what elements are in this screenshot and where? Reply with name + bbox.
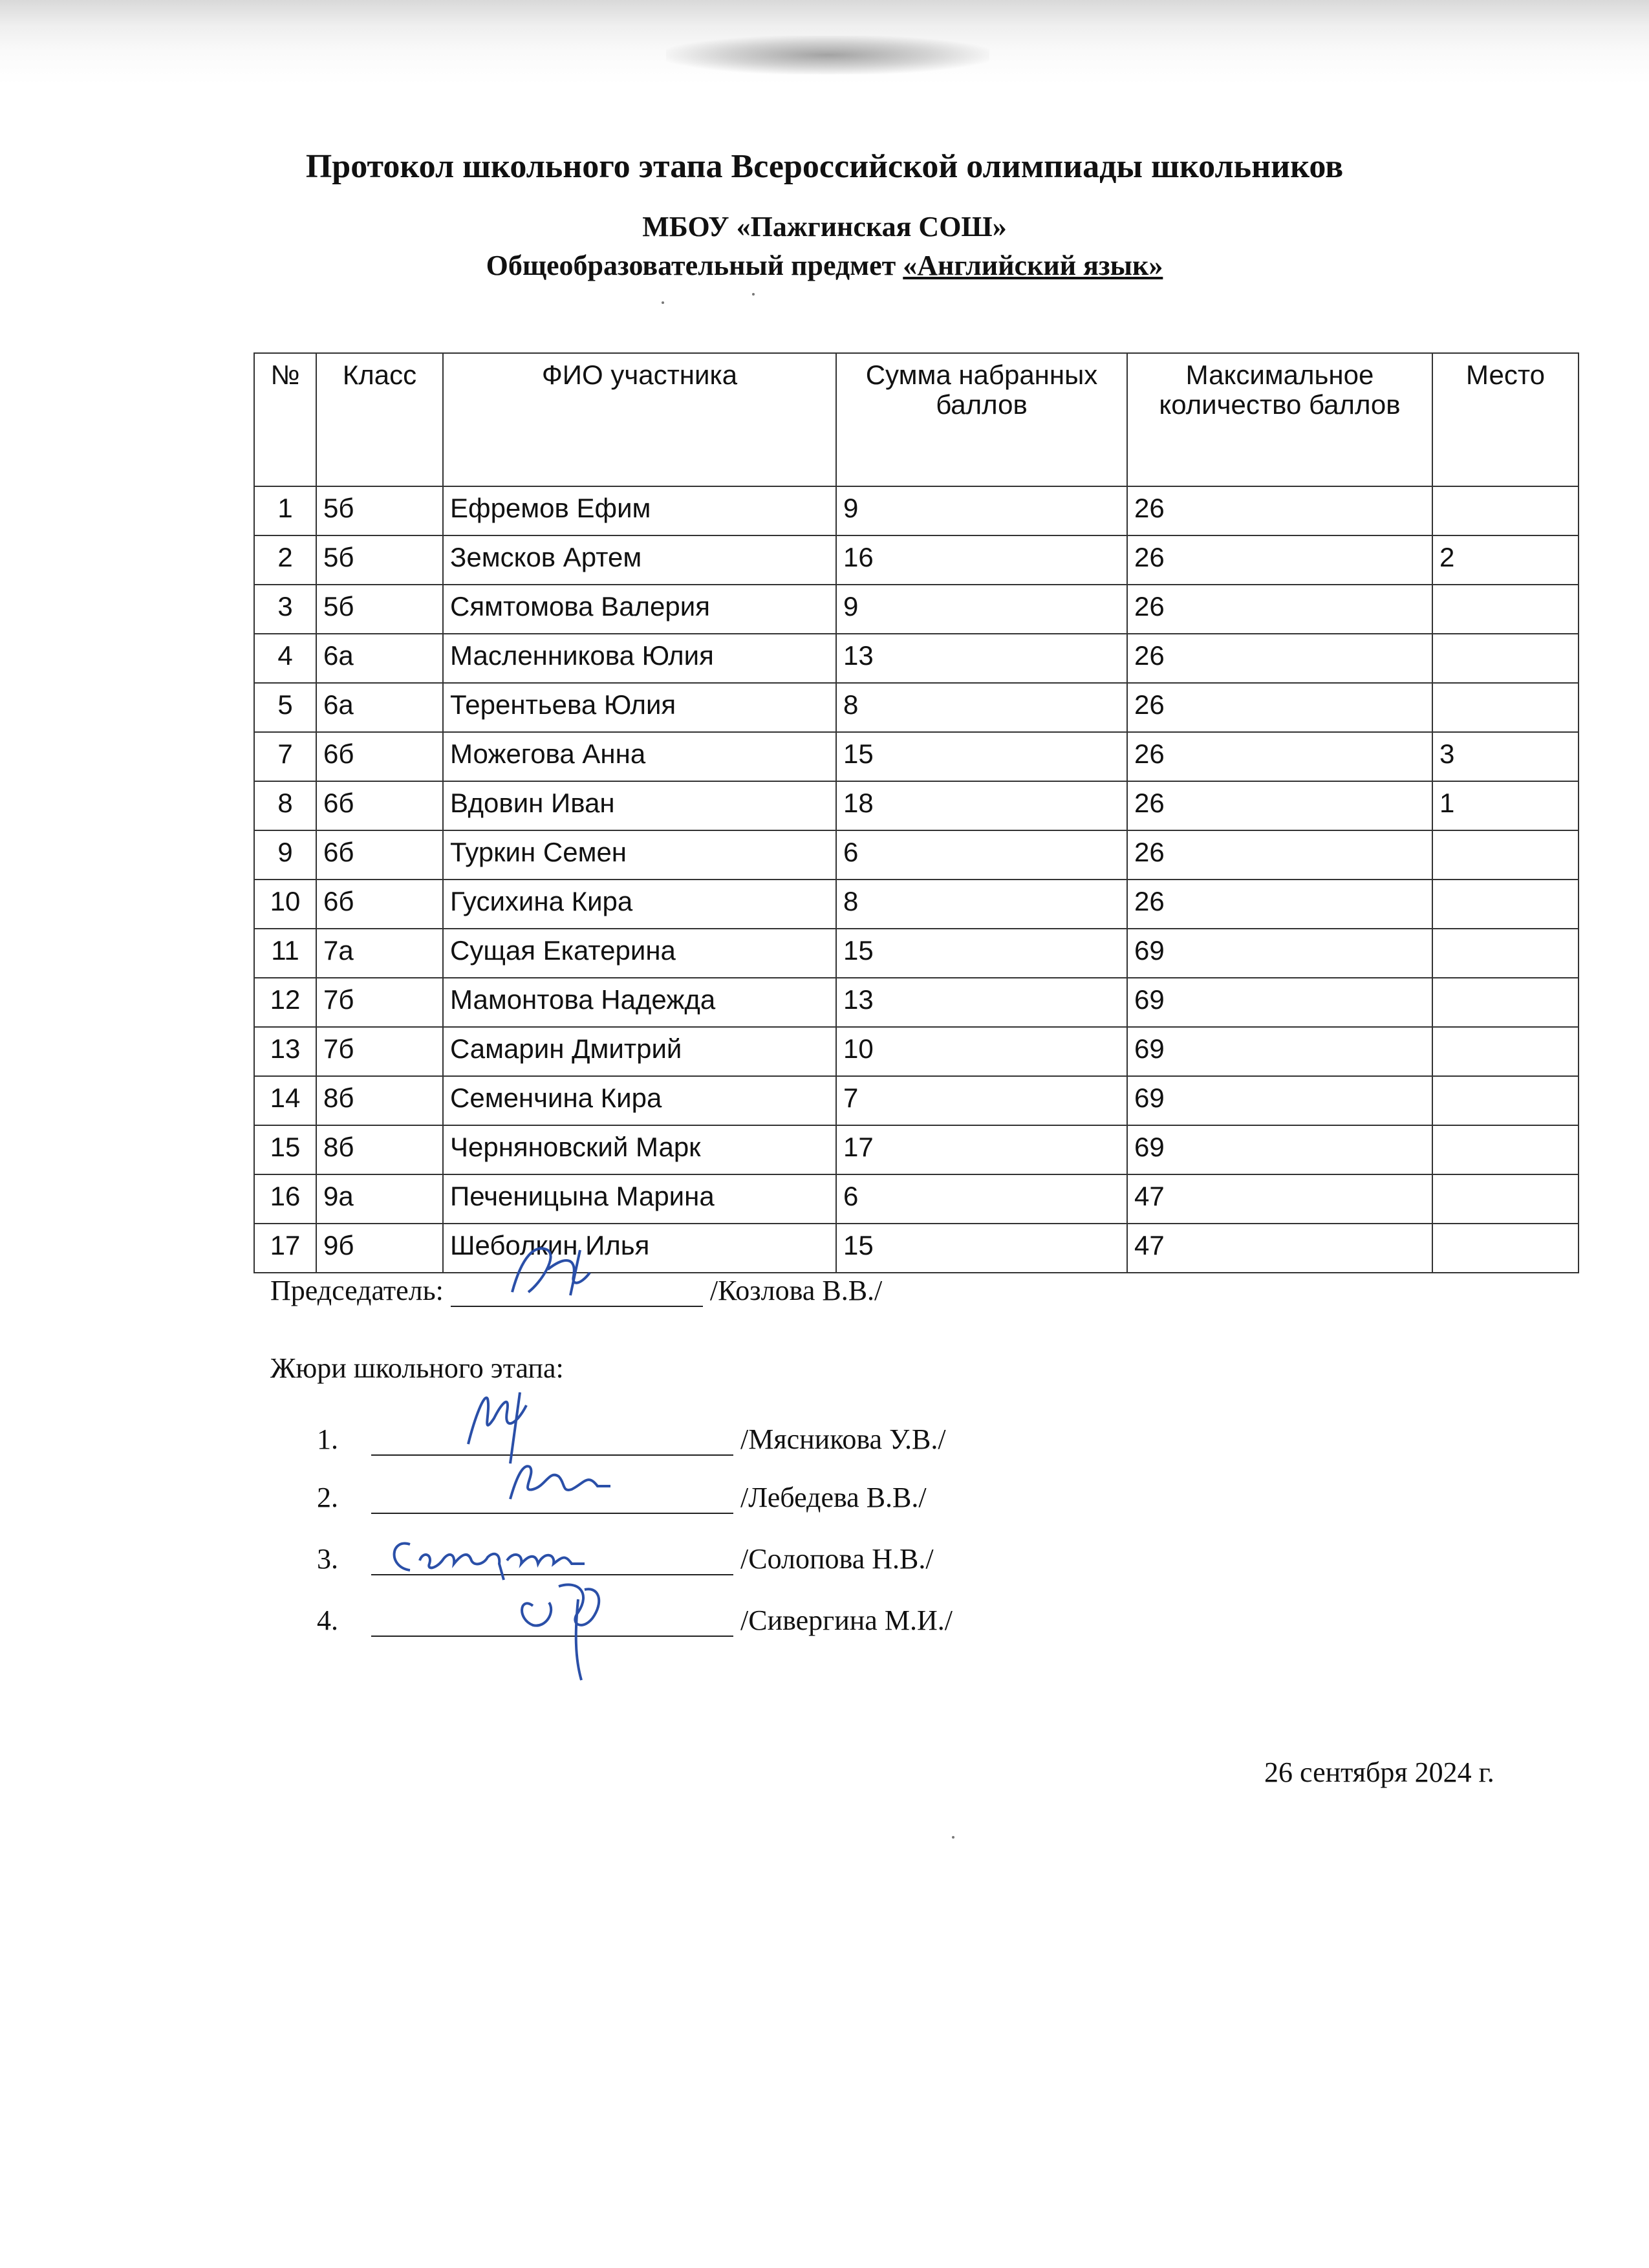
cell-max: 69 (1127, 929, 1432, 978)
subject-line (0, 249, 1649, 282)
cell-name: Черняновский Марк (443, 1125, 836, 1174)
cell-class: 7а (316, 929, 443, 978)
col-header-class: Класс (316, 353, 443, 486)
cell-max: 26 (1127, 732, 1432, 781)
chair-signature-mark (451, 1231, 703, 1308)
table-row (254, 880, 1579, 929)
cell-name: Туркин Семен (443, 830, 836, 880)
table-row (254, 732, 1579, 781)
jury-row-4 (317, 1604, 953, 1637)
cell-max: 26 (1127, 683, 1432, 732)
cell-name: Сущая Екатерина (443, 929, 836, 978)
cell-name: Печеницына Марина (443, 1174, 836, 1224)
cell-place (1432, 1125, 1579, 1174)
cell-class: 9б (316, 1224, 443, 1273)
cell-number: 15 (254, 1125, 316, 1174)
cell-max: 26 (1127, 535, 1432, 585)
jury-index: 1. (317, 1423, 338, 1455)
cell-number: 13 (254, 1027, 316, 1076)
chair-signature-line (451, 1276, 703, 1307)
col-header-name: ФИО участника (443, 353, 836, 486)
table-row (254, 1174, 1579, 1224)
cell-place (1432, 978, 1579, 1027)
cell-class: 6б (316, 732, 443, 781)
cell-number: 2 (254, 535, 316, 585)
cell-number: 12 (254, 978, 316, 1027)
cell-place (1432, 585, 1579, 634)
cell-score: 6 (836, 830, 1127, 880)
cell-score: 15 (836, 732, 1127, 781)
cell-max: 26 (1127, 634, 1432, 683)
table-row (254, 1125, 1579, 1174)
cell-score: 6 (836, 1174, 1127, 1224)
jury-signature-line (371, 1606, 733, 1637)
cell-class: 6б (316, 830, 443, 880)
table-row (254, 634, 1579, 683)
jury-label: Жюри школьного этапа: (270, 1352, 564, 1384)
cell-score: 15 (836, 929, 1127, 978)
table-row (254, 1027, 1579, 1076)
table-row (254, 929, 1579, 978)
cell-score: 13 (836, 634, 1127, 683)
chair-label: Председатель: (270, 1275, 444, 1306)
jury-name: /Сивергина М.И./ (740, 1604, 953, 1636)
cell-name: Ефремов Ефим (443, 486, 836, 535)
cell-place: 1 (1432, 781, 1579, 830)
cell-max: 69 (1127, 1076, 1432, 1125)
jury-name: /Мясникова У.В./ (740, 1423, 946, 1455)
results-table (253, 352, 1579, 1273)
cell-number: 14 (254, 1076, 316, 1125)
cell-place (1432, 880, 1579, 929)
cell-score: 15 (836, 1224, 1127, 1273)
cell-class: 6б (316, 781, 443, 830)
cell-score: 13 (836, 978, 1127, 1027)
cell-place: 2 (1432, 535, 1579, 585)
cell-score: 7 (836, 1076, 1127, 1125)
cell-name: Масленникова Юлия (443, 634, 836, 683)
cell-number: 3 (254, 585, 316, 634)
scan-smudge (666, 36, 989, 74)
cell-place (1432, 486, 1579, 535)
cell-score: 16 (836, 535, 1127, 585)
cell-score: 8 (836, 880, 1127, 929)
cell-score: 9 (836, 486, 1127, 535)
cell-score: 9 (836, 585, 1127, 634)
cell-class: 9а (316, 1174, 443, 1224)
table-row (254, 1076, 1579, 1125)
cell-place: 3 (1432, 732, 1579, 781)
chair-signature-row (270, 1274, 882, 1307)
cell-max: 69 (1127, 1027, 1432, 1076)
cell-number: 4 (254, 634, 316, 683)
jury-index: 4. (317, 1604, 338, 1636)
table-row (254, 781, 1579, 830)
table-row (254, 978, 1579, 1027)
cell-number: 11 (254, 929, 316, 978)
cell-score: 10 (836, 1027, 1127, 1076)
jury-index: 3. (317, 1543, 338, 1575)
cell-score: 17 (836, 1125, 1127, 1174)
col-header-number: № (254, 353, 316, 486)
cell-class: 8б (316, 1125, 443, 1174)
cell-class: 8б (316, 1076, 443, 1125)
cell-class: 5б (316, 535, 443, 585)
cell-name: Сямтомова Валерия (443, 585, 836, 634)
cell-number: 7 (254, 732, 316, 781)
cell-place (1432, 1224, 1579, 1273)
scan-speck (662, 301, 664, 304)
cell-class: 6б (316, 880, 443, 929)
table-row (254, 486, 1579, 535)
scan-speck (952, 1836, 954, 1839)
cell-place (1432, 1027, 1579, 1076)
col-header-score: Сумма набранных баллов (836, 353, 1127, 486)
table-header-row (254, 353, 1579, 486)
cell-max: 26 (1127, 781, 1432, 830)
col-header-max: Максимальное количество баллов (1127, 353, 1432, 486)
cell-class: 7б (316, 1027, 443, 1076)
school-name: МБОУ «Пажгинская СОШ» (642, 211, 1007, 243)
table-row (254, 683, 1579, 732)
cell-max: 26 (1127, 880, 1432, 929)
cell-name: Можегова Анна (443, 732, 836, 781)
cell-score: 8 (836, 683, 1127, 732)
cell-name: Гусихина Кира (443, 880, 836, 929)
cell-name: Самарин Дмитрий (443, 1027, 836, 1076)
jury-index: 2. (317, 1482, 338, 1513)
table-row (254, 585, 1579, 634)
chair-name: /Козлова В.В./ (709, 1275, 883, 1306)
cell-name: Мамонтова Надежда (443, 978, 836, 1027)
cell-max: 47 (1127, 1174, 1432, 1224)
jury-name: /Лебедева В.В./ (740, 1482, 927, 1513)
cell-name: Вдовин Иван (443, 781, 836, 830)
cell-class: 6а (316, 683, 443, 732)
table-row (254, 535, 1579, 585)
cell-number: 5 (254, 683, 316, 732)
scan-speck (752, 293, 755, 296)
cell-place (1432, 634, 1579, 683)
table-row (254, 830, 1579, 880)
cell-class: 5б (316, 486, 443, 535)
cell-name: Шеболкин Илья (443, 1224, 836, 1273)
cell-class: 6а (316, 634, 443, 683)
cell-class: 7б (316, 978, 443, 1027)
col-header-place: Место (1432, 353, 1579, 486)
subject-name: «Английский язык» (903, 250, 1163, 281)
document-date: 26 сентября 2024 г. (1264, 1756, 1494, 1788)
page-title: Протокол школьного этапа Всероссийской олимпиады школьников (305, 148, 1344, 185)
cell-place (1432, 683, 1579, 732)
jury-signature-mark-4 (371, 1561, 733, 1690)
cell-number: 9 (254, 830, 316, 880)
cell-name: Терентьева Юлия (443, 683, 836, 732)
cell-score: 18 (836, 781, 1127, 830)
subject-prefix: Общеобразовательный предмет (486, 250, 896, 281)
cell-number: 16 (254, 1174, 316, 1224)
cell-max: 47 (1127, 1224, 1432, 1273)
cell-max: 69 (1127, 1125, 1432, 1174)
cell-max: 26 (1127, 830, 1432, 880)
cell-name: Семенчина Кира (443, 1076, 836, 1125)
cell-place (1432, 1076, 1579, 1125)
cell-place (1432, 1174, 1579, 1224)
cell-max: 26 (1127, 486, 1432, 535)
jury-name: /Солопова Н.В./ (740, 1543, 934, 1575)
cell-number: 17 (254, 1224, 316, 1273)
cell-max: 69 (1127, 978, 1432, 1027)
cell-number: 1 (254, 486, 316, 535)
cell-name: Земсков Артем (443, 535, 836, 585)
cell-place (1432, 830, 1579, 880)
cell-place (1432, 929, 1579, 978)
cell-number: 10 (254, 880, 316, 929)
cell-class: 5б (316, 585, 443, 634)
cell-max: 26 (1127, 585, 1432, 634)
cell-number: 8 (254, 781, 316, 830)
